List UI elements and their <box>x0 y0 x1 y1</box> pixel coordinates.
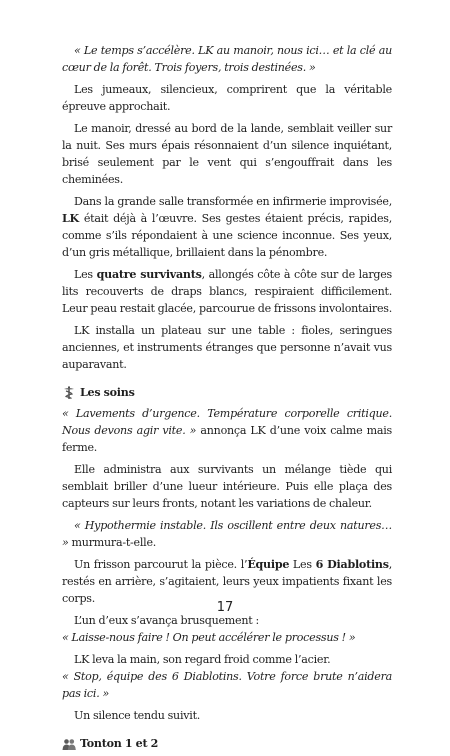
quote: « Hypothermie instable. Ils oscillent entre deux natures… » <box>62 519 392 549</box>
paragraph: Un silence tendu suivit. <box>74 709 201 722</box>
caduceus-icon <box>62 386 76 400</box>
text-span: Les <box>74 268 93 281</box>
quote: « Laisse-nous faire ! On peut accélérer le processus ! » <box>62 631 356 644</box>
two-people-icon <box>62 737 76 751</box>
paragraph: LK leva la main, son regard froid comme l’acier. <box>74 653 331 666</box>
body-text <box>62 42 392 756</box>
opening-quote: « Le temps s’accélère. LK au manoir, nous ici… et la clé au cœur de la forêt. Trois foyers, trois destinées. » <box>62 44 392 74</box>
quote: « Stop, équipe des 6 Diablotins. Votre force brute n’aidera pas ici. » <box>62 670 392 700</box>
paragraph: Le manoir, dressé au bord de la lande, semblait veiller sur la nuit. Ses murs épais résonnaient d’un silence inquiétant, brisé seulement par le vent qui s’engouffrait dans les cheminées. <box>62 122 392 186</box>
paragraph <box>62 193 392 261</box>
paragraph <box>62 405 392 456</box>
paragraph: LK installa un plateau sur une table : fioles, seringues anciennes, et instruments étranges que personne n’avait vus auparavant. <box>62 324 392 371</box>
text-span: Dans la grande salle transformée en infirmerie improvisée, <box>74 195 392 208</box>
name-lk: LK <box>62 212 79 225</box>
paragraph <box>62 517 392 551</box>
text-span: Les <box>289 558 316 571</box>
text-span: , restés en arrière, s’agitaient, leurs yeux impatients fixant les corps. <box>62 558 393 605</box>
page-number: 17 <box>216 600 234 615</box>
text-span: , allongés côte à côte sur de larges lits recouverts de draps blancs, respiraient difficilement. Leur peau restait glacée, parcourue de frissons involontaires. <box>62 268 392 315</box>
section-heading-tonton <box>62 735 392 752</box>
quote: « Lavements d’urgence. Température corporelle critique. Nous devons agir vite. » <box>62 407 392 437</box>
paragraph: Elle administra aux survivants un mélange tiède qui semblait briller d’une lueur intérieure. Puis elle plaça des capteurs sur leurs fronts, notant les variations de chaleur. <box>62 463 392 510</box>
paragraph: Les jumeaux, silencieux, comprirent que la véritable épreuve approchait. <box>62 83 392 113</box>
text-span: était déjà à l’œuvre. Ses gestes étaient précis, rapides, comme s’ils répondaient à une science inconnue. Ses yeux, d’un gris métallique, brillaient dans la pénombre. <box>62 212 392 259</box>
team-name: 6 Diablotins <box>315 558 389 571</box>
four-survivors: quatre survivants <box>96 268 202 281</box>
text-span: Un frisson parcourut la pièce. l’ <box>74 558 248 571</box>
section-heading-soins <box>62 384 392 401</box>
text-span: murmura-t-elle. <box>68 536 157 549</box>
text-span: annonça LK d’une voix calme mais ferme. <box>62 424 392 454</box>
paragraph <box>62 266 392 317</box>
section-title: Les soins <box>80 386 135 399</box>
section-title: Tonton 1 et 2 <box>80 737 159 750</box>
team-label: Équipe <box>247 558 290 571</box>
paragraph: L’un d’eux s’avança brusquement : <box>74 614 259 627</box>
